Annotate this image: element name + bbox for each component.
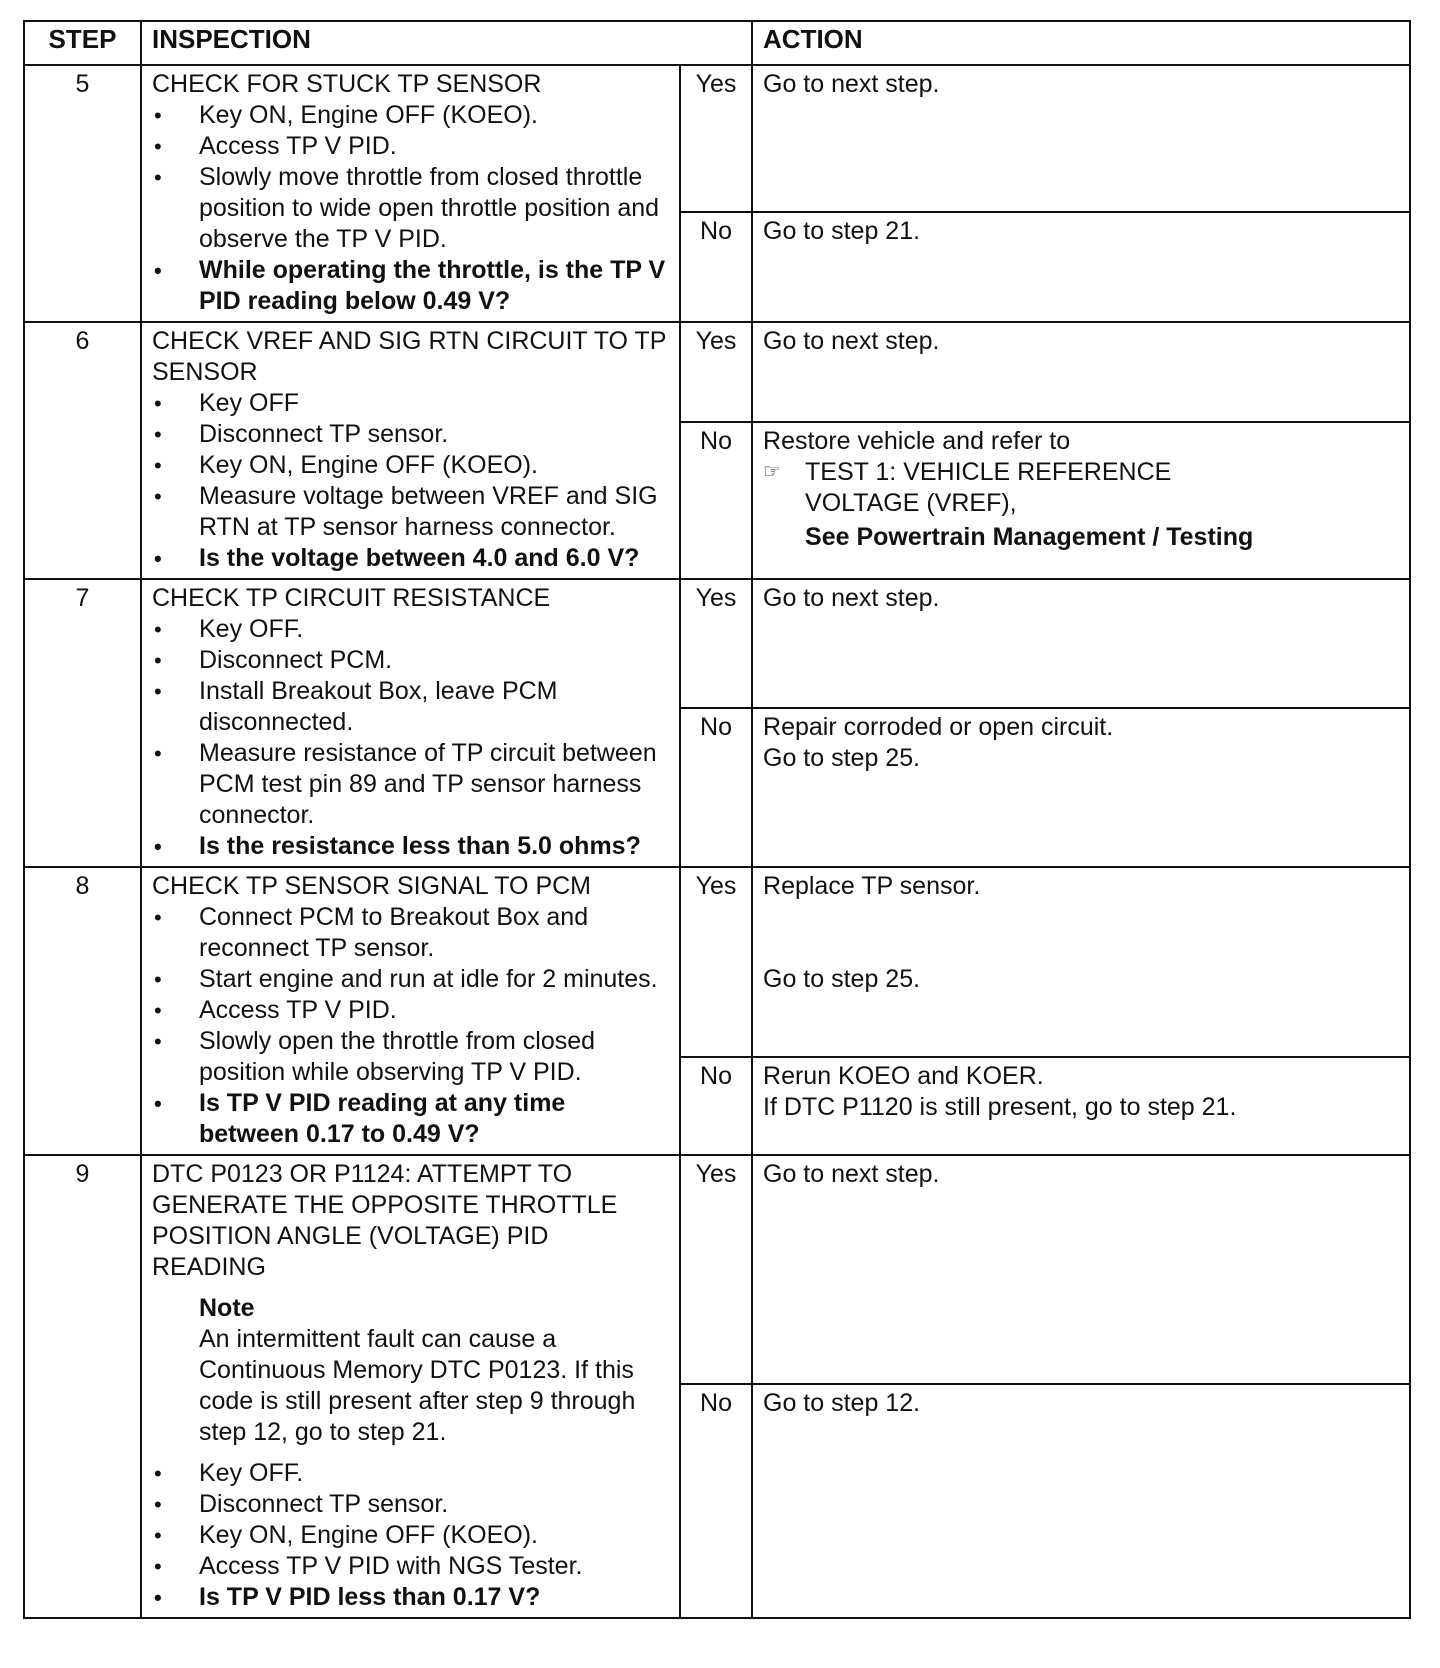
inspection-question: • Is TP V PID reading at any time between 0.17 to 0.49 V? [152,1088,669,1150]
bullet-item: • Start engine and run at idle for 2 minutes. [152,964,669,995]
no-action-cell [752,422,1410,579]
no-action-cell [752,1057,1410,1155]
inspection-question: • Is the voltage between 4.0 and 6.0 V? [152,543,669,574]
yes-action-next: Go to step 25. [763,965,921,993]
inspection-cell [141,1155,680,1618]
yes-label: Yes [680,579,752,708]
step-number: 6 [24,322,141,579]
no-action: Restore vehicle and refer to [763,427,1071,456]
yes-action: Go to next step. [752,322,1410,422]
step-7-yes-row [24,579,1410,708]
bullet-item: • Key ON, Engine OFF (KOEO). [152,450,669,481]
bullet-list [152,388,669,574]
step-number: 9 [24,1155,141,1618]
step-9-yes-row [24,1155,1410,1384]
no-action: Repair corroded or open circuit. [763,713,1114,742]
inspection-title: CHECK VREF AND SIG RTN CIRCUIT TO TP SENSOR [152,327,666,386]
inspection-title: DTC P0123 OR P1124: ATTEMPT TO GENERATE THE OPPOSITE THROTTLE POSITION ANGLE (VOLTAGE) PID READING [152,1160,618,1281]
yes-action-cell [752,867,1410,1057]
yes-label: Yes [680,65,752,212]
bullet-list [152,100,669,317]
no-action: Rerun KOEO and KOER. [763,1061,1044,1090]
no-label: No [680,212,752,322]
inspection-title: CHECK TP CIRCUIT RESISTANCE [152,584,551,612]
bullet-item: • Key ON, Engine OFF (KOEO). [152,1520,669,1551]
bullet-item: • Key ON, Engine OFF (KOEO). [152,100,669,131]
no-action-next: If DTC P1120 is still present, go to step 21. [763,1092,1237,1121]
reference-see-also: See Powertrain Management / Testing [805,523,1254,552]
no-label: No [680,422,752,579]
yes-label: Yes [680,322,752,422]
reference-line-2: VOLTAGE (VREF), [805,489,1017,518]
header-row [24,21,1410,65]
step-6-yes-row [24,322,1410,422]
reference-link[interactable] [763,457,1399,488]
inspection-cell [141,579,680,867]
bullet-item: • Disconnect PCM. [152,645,669,676]
header-inspection: INSPECTION [141,21,752,65]
no-action: Go to step 21. [752,212,1410,322]
bullet-item: • Key OFF. [152,1458,669,1489]
no-label: No [680,1384,752,1618]
bullet-item: • Access TP V PID. [152,995,669,1026]
yes-action: Go to next step. [752,1155,1410,1384]
header-step: STEP [24,21,141,65]
bullet-item: • Measure voltage between VREF and SIG RTN at TP sensor harness connector. [152,481,669,543]
inspection-cell [141,867,680,1155]
yes-action: Go to next step. [752,65,1410,212]
inspection-cell [141,65,680,322]
bullet-item: • Measure resistance of TP circuit between PCM test pin 89 and TP sensor harness connector. [152,738,669,831]
inspection-title: CHECK TP SENSOR SIGNAL TO PCM [152,872,592,900]
yes-action: Go to next step. [752,579,1410,708]
note-block [152,1293,669,1448]
bullet-item: • Disconnect TP sensor. [152,419,669,450]
diagnostic-table [23,20,1411,1619]
header-action: ACTION [752,21,1410,65]
yes-label: Yes [680,1155,752,1384]
step-5-yes-row [24,65,1410,212]
inspection-cell [141,322,680,579]
step-number: 8 [24,867,141,1155]
step-number: 7 [24,579,141,867]
inspection-question: • Is TP V PID less than 0.17 V? [152,1582,669,1613]
bullet-list [152,1458,669,1613]
bullet-item: • Key OFF [152,388,669,419]
no-action-next: Go to step 25. [763,744,921,773]
no-action: Go to step 12. [752,1384,1410,1618]
yes-label: Yes [680,867,752,1057]
inspection-question: • Is the resistance less than 5.0 ohms? [152,831,669,862]
no-label: No [680,1057,752,1155]
bullet-list [152,902,669,1150]
yes-action: Replace TP sensor. [763,872,981,900]
spacer [763,902,1399,964]
bullet-item: • Disconnect TP sensor. [152,1489,669,1520]
pointing-hand-icon: ☞ [763,461,781,484]
bullet-item: • Access TP V PID with NGS Tester. [152,1551,669,1582]
inspection-question: • While operating the throttle, is the TP V PID reading below 0.49 V? [152,255,669,317]
bullet-item: • Key OFF. [152,614,669,645]
step-8-yes-row [24,867,1410,1057]
reference-block[interactable] [763,457,1399,553]
reference-line-1: TEST 1: VEHICLE REFERENCE [805,458,1172,487]
bullet-item: • Access TP V PID. [152,131,669,162]
inspection-title: CHECK FOR STUCK TP SENSOR [152,70,542,98]
bullet-item: • Slowly move throttle from closed throttle position to wide open throttle position and observe the TP V PID. [152,162,669,255]
step-number: 5 [24,65,141,322]
note-text: An intermittent fault can cause a Continuous Memory DTC P0123. If this code is still present after step 9 through step 12, go to step 21. [199,1325,636,1446]
bullet-list [152,614,669,862]
no-label: No [680,708,752,867]
bullet-item: • Slowly open the throttle from closed position while observing TP V PID. [152,1026,669,1088]
note-heading: Note [199,1294,255,1322]
bullet-item: • Install Breakout Box, leave PCM disconnected. [152,676,669,738]
no-action-cell [752,708,1410,867]
bullet-item: • Connect PCM to Breakout Box and reconnect TP sensor. [152,902,669,964]
